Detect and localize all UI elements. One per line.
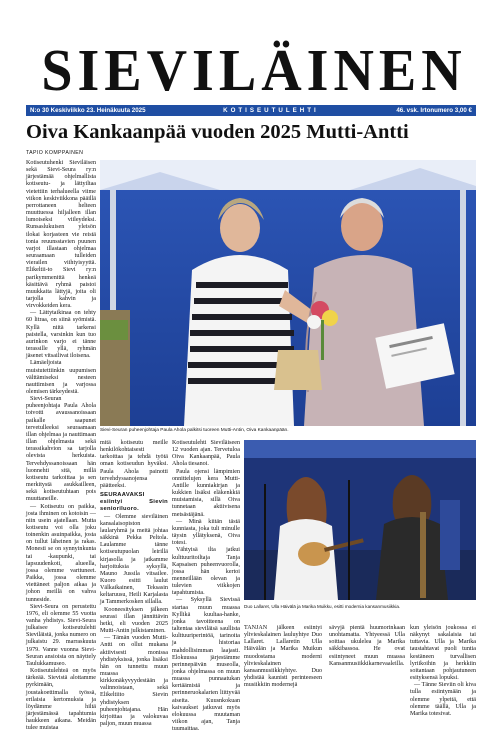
article-column-6 <box>329 625 405 702</box>
photo-caption: Sievi-Seuran puheenjohtaja Paula Ahola palkitsi tuoreen Mutti-Antin, Oiva Kankaanpään. <box>100 428 289 433</box>
paragraph: — Kotiseutu on paikka, josta ihminen on kotoisin — niin usein ajatellaan. Mutta kotiseutu voi olla joku toinenkin asuinpaikka, josta on tullut läheinen ja rakas. Monesti se on synnyinkunta tai -kaupunki, tai lapsuudenkoti, alueella, jossa olemme varttuneet. Paikka, jossa olemme viettäneet paljon aikaa ja johon meillä on vahva tunneside. <box>26 503 96 603</box>
paragraph: — Minä kiitän tästä kunniasta, joka tuli minulle täysin yllätyksenä, Oiva totesi. <box>172 518 240 547</box>
paragraph: Kotiseutulehteä on myös tärkeää. Sievistä alottamme pyrkimään, joustakoettimalla työssä, erilaisia kertomuksia ja löydämme hiltä järjestämässä tapahtumia haukkeen aikana. Meidän tulee muistaa <box>26 668 96 732</box>
paragraph: Sievi-Seuran puheenjohtaja Paula Ahola toivotti avaussanoissaan paikalle saapunet tervetulleeksi seuraamaan illan ohjelmaa ja nauttimaan illan ohjelmasta sekä terassikahvion sa tarjolla olevista herkuista. Tervehdyssanoissaan hän luonnehti sitä, millä kotiseutu tarkoittaa ja sen merkitystä asukkailleen, sekä kotiseutuhtaan pois muuttaneille. <box>26 396 96 503</box>
paragraph: — Olemme sieviläinen kansalaisopiston laularyhmä ja meitä johtaa säkkinä Pekka Peltola. Laulamme tänne kotiseutupuolan leirillä kirjasolla ja jatkamme harjoituksia syksyllä, Mauno Jussila vitsailee. Kuoro esitti laulut Välkaikainen, Teksasin keltaruusu, Heili Karjalasta ja Tammerkosken sillalla. <box>100 513 168 606</box>
paragraph: — Lättytaikinaa on tehty 60 litraa, on siinä syömistä. Kyllä niitä tarkensi paistella, varsinkin kun tuo aurinkon varjo ei tänne terassille yllä, ryhmän jäsenet vitsailivat iloisena. <box>26 310 96 360</box>
paragraph: mitä kotiseutu meille henkilökohtaisesti tarkoittaa ja tehdä työtä oman kotiseudun hyväksi. Paula Ahola painotti tervehdyssanojensa päätteeksi. <box>100 440 168 489</box>
duo-photo <box>244 440 476 600</box>
paragraph: Paula ojensi lämpimien onnittelujen kera Mutti-Antille kunniakirjan ja kukkien lisäksi eläkenkkiä muistamisia, sillä Oiva tunnetaan aktiivisena metsästäjänä. <box>172 468 240 518</box>
paragraph: Lämäeljoista muistutettiinkin uupumisen välttämiseksi nesteen nauttimisen ja varjossa olemisen tärkeydestä. <box>26 360 96 395</box>
paragraph: Kotiseutulehti Sieviläiseen 12 vuoden ajan. Tervetuloa Oiva Kankaanpää, Paula Ahola tiesanoi. <box>172 440 240 468</box>
article-column-7 <box>410 625 476 717</box>
paragraph: — Syksyllä Sievissä startaa muun muassa Kyllikä kuultaa-hanke, jonka tavoitteena on taltentaa sieviläisä saullista kulttuuriperintöä, tarinoita ja historiaa mahdollisimman laajasti. Elokuussa järjestämme perinnepäivän museolla, jonka ohjelmassa on muun muassa punnaatukan kertäämistä ja perinneruokalarien liittyvää aiseita. Kuusnkokuan kaivaukset jatkuvat myös elokuussa muutaman viikon ajan, Tanja tuumaittaa. <box>172 597 240 733</box>
paragraph: sävyjä pientä huumorinkaan unohtamatta. Yhtyeessä Ulla soittaa ukulelea ja Marika säkkibassoa. He ovat esiintyneet muun muassa Kansanmusiikkikarnevaaleilla. <box>329 625 405 667</box>
article-column-1 <box>26 160 96 732</box>
photo-caption: Duo Lallaret, Ulla Häivälä ja Marika Muikku, esitti modernia kansanmusiikkia. <box>244 604 401 609</box>
issue-info: N:o 30 Keskiviikko 23. Heinäkuuta 2025 <box>30 107 146 114</box>
subheading: SEURAAVAKSI esiintyi Sievin senioriluoro. <box>100 492 168 513</box>
section-label: KOTISEUTULEHTI <box>223 107 319 114</box>
byline: TAPIO KOMPPAINEN <box>26 150 84 156</box>
article-column-5 <box>244 625 322 702</box>
headline: Oiva Kankaanpää vuoden 2025 Mutti-Antti <box>26 121 409 143</box>
article-column-3 <box>172 440 240 733</box>
paragraph: Vähtyisä ilta jatkui kulttuuritoiltaja Tanja Kapsaisen puheenvuorolla, jossa hän kertoi menneillään olevan ja tulevien viikkojen tapahtumista. <box>172 547 240 597</box>
paragraph: — Tänne Sieviin oli kiva tulla esiintymään ja olemme ylpeitä, että olemme täällä, Ulla ja Marika totesivat. <box>410 682 476 717</box>
paragraph: Sievi-Seura on perustettu 1976, eli olemme 55 vuotta vanha yhdistys. Sievi-Seura julkaisee kotiseutulehti Sieviläistä, jonka numero on julkaistu 29. marraskuuta 1979. Vanne vuonna Sievi-Seuran ansioista on näyttely Taulukkamuseo. <box>26 603 96 667</box>
price-info: 46. vsk. Irtonumero 3,00 € <box>396 107 472 114</box>
masthead: SIEVILÄINEN <box>41 38 467 104</box>
paragraph: — Tämän vuoden Mutti-Antti on ollut mukana aktiivisesti monissa yhdistyksissä, jonka lisäksi hän on tunnettu muun muassa kirkkonäkyvyydestään ja valinnoistaan, sekä Elikeltiito Sievin yhdistyksen puheenjohtajana. Hän kirjoittaa ja valokuvaa paljon, muun muassa <box>100 635 168 728</box>
article-column-2 <box>100 440 168 728</box>
paragraph: TANJAN jälkeen esiintyi ylivieskalainen lauluyhtye Duo Lallaret. Lallaretin Ulla Häivälän ja Marika Muikun muodostama moderni ylivieskalainen kansanmusiikkiyhtye. Duo yhdistää kaunisti perinteeseen musiikkiin modernejä <box>244 625 322 689</box>
award-photo <box>100 160 476 426</box>
info-bar <box>26 105 476 116</box>
paragraph: Kotiseutuhenki Sieviläisen sekä Sievi-Seura ry:n järjestämää ohjelmallista kotiseutu- ja lättyiltaa vietettiin terhalueella viime viikon keskiviikkona pääillä perrottaneen helteen muuttuessa hiljalleen illan lumoiseksi viileydeksi. Runsaslukuisen yleisön ilokai korjasteen vie reistä tonia reuunsstavien puunen varjot illastaan ohjelmaa seuraamaan tulleiden vierailen viihtyisyyttä. Elikeltii-to Sievi ry:n parikymmenittä henkeä käsittävä ryhmä paistoi muukkaita lättyjä, joita oli tarjolla kahvin ja virvokkeiden kera. <box>26 160 96 310</box>
paragraph: kun yleisön joukossa ei näkynyt sakalaisia tai tuttavia. Ulla ja Marika taustahtavat puoli tuntia kestäneen turvallisen lyriikoihin ja herkkiin soitantaan pohjautuneen esityksensä lopuksi. <box>410 625 476 682</box>
paragraph: Kooneesityksen jälkeen seurasi illan jännittävin hetki, eli vuoden 2025 Mutti-Antin julkistaminen. <box>100 606 168 635</box>
